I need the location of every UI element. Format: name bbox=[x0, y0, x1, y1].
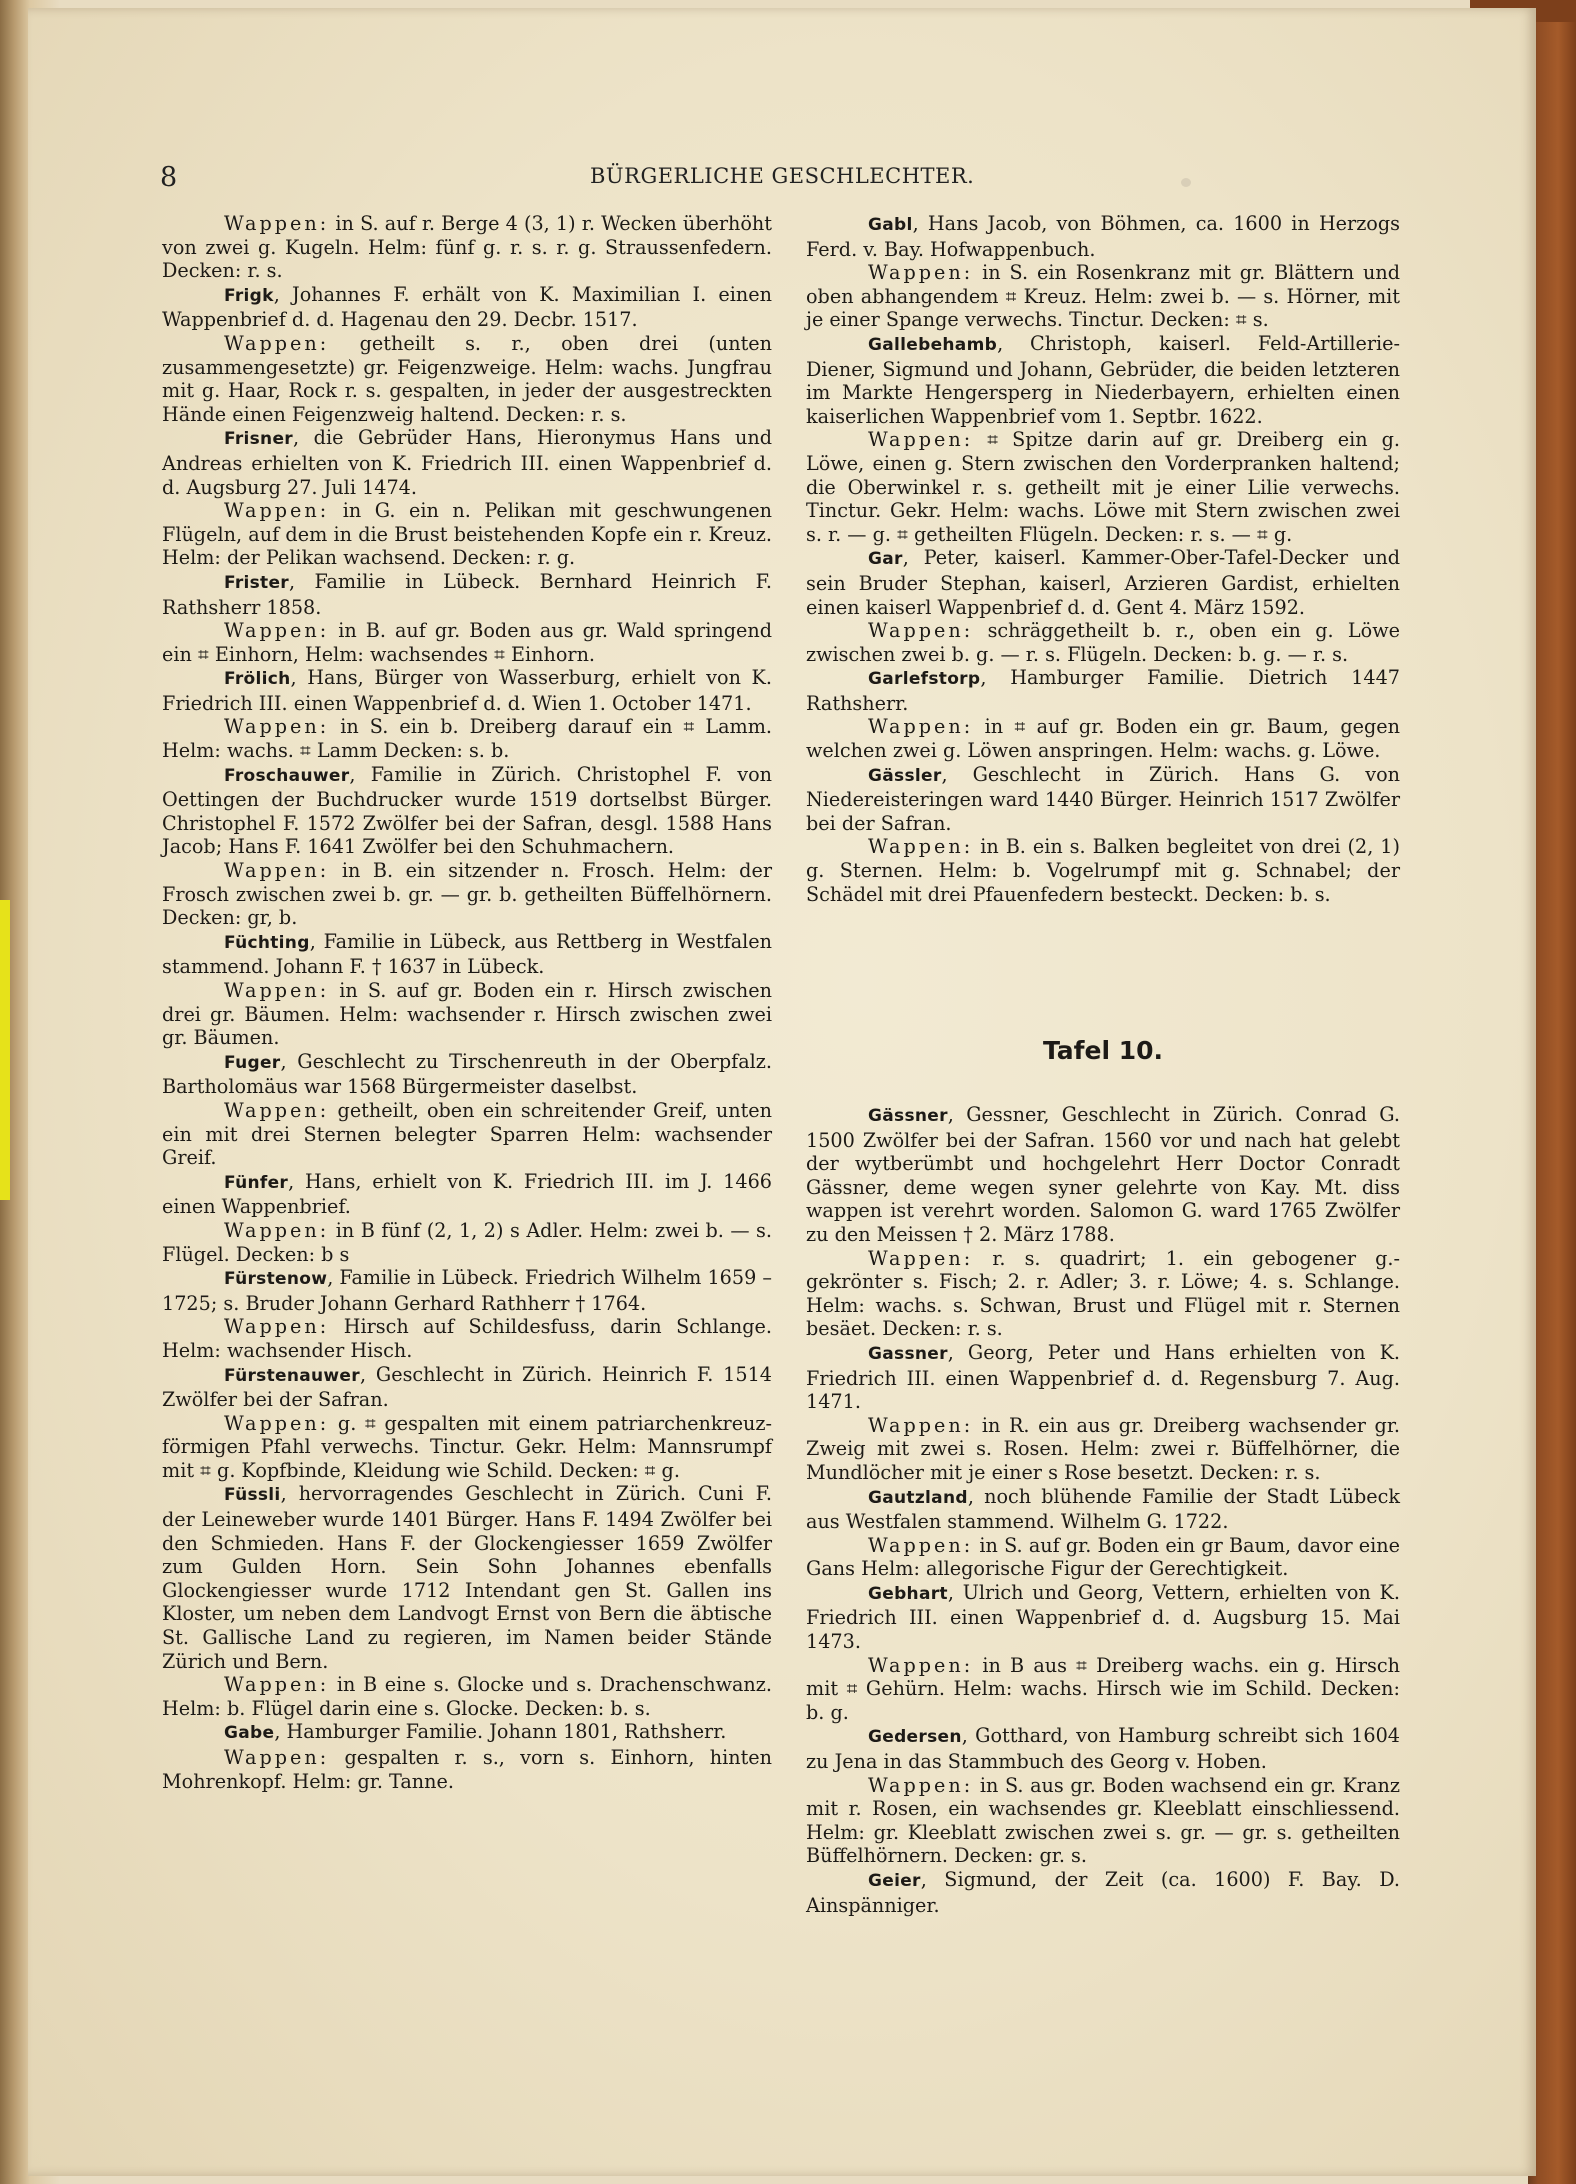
arms-description bbox=[162, 1746, 772, 1793]
arms-description bbox=[806, 428, 1400, 546]
entry-text: getheilt, oben ein schreitender Greif, unten ein mit drei Sternen belegter Sparren Helm: wachsender Greif. bbox=[162, 1098, 772, 1170]
entry-text: in B. ein sitzender n. Frosch. Helm: der Frosch zwischen zwei b. gr. — gr. b. getheilten Büffelhörnern. Decken: gr, b. bbox=[162, 859, 772, 930]
entry-text: , Ulrich und Georg, Vettern, erhielten von K. Friedrich III. einen Wappenbrief d. d. Augsburg 15. Mai 1473. bbox=[806, 1580, 1400, 1654]
family-name: Füchting bbox=[224, 932, 310, 953]
entry-text: r. s. quadrirt; 1. ein gebogener g.-gekrönter s. Fisch; 2. r. Adler; 3. r. Löwe; 4. s. Schlange. Helm: wachs. s. Schwan, Brust und Flügel mit r. Sternen besäet. Decken: r. s. bbox=[806, 1246, 1400, 1341]
arms-description bbox=[162, 212, 772, 283]
family-entry bbox=[806, 1485, 1400, 1534]
arms-label: Wappen: bbox=[224, 331, 330, 355]
right-column-bottom bbox=[806, 1103, 1400, 1917]
family-entry bbox=[806, 332, 1400, 428]
entry-text: , Hans Jacob, von Böhmen, ca. 1600 in Herzogs Ferd. v. Bay. Hofwappenbuch. bbox=[806, 212, 1400, 261]
entry-text: getheilt s. r., oben drei (unten zusammengesetzte) gr. Feigenzweige. Helm: wachs. Jungfrau mit g. Haar, Rock r. s. gespalten, in jeder der ausgestreckten Hände einen Feigenzweig haltend. Decken: r. s. bbox=[162, 331, 772, 426]
entry-text: , Hamburger Familie. Johann 1801, Rathsherr. bbox=[274, 1720, 727, 1744]
arms-label: Wappen: bbox=[868, 715, 974, 739]
arms-label: Wappen: bbox=[224, 859, 330, 883]
arms-label: Wappen: bbox=[224, 1218, 330, 1242]
family-entry bbox=[162, 570, 772, 619]
entry-text: , Hans, Bürger von Wasserburg, erhielt von K. Friedrich III. einen Wappenbrief d. d. Wien 1. October 1471. bbox=[162, 666, 772, 715]
entry-text: , Christoph, kaiserl. Feld-Artillerie-Diener, Sigmund und Johann, Gebrüder, die beiden letzteren im Markte Hengersperg in Niederbayern, erhielten einen kaiserlichen Wappenbrief vom 1. Septbr. 1622. bbox=[806, 331, 1400, 428]
arms-description bbox=[162, 715, 772, 762]
left-column bbox=[162, 212, 772, 1793]
running-head bbox=[0, 160, 1576, 193]
entry-text: in B. auf gr. Boden aus gr. Wald springend ein ⌗ Einhorn, Helm: wachsendes ⌗ Einhorn. bbox=[162, 619, 772, 666]
family-entry bbox=[162, 930, 772, 979]
arms-label: Wappen: bbox=[868, 1773, 974, 1797]
arms-description bbox=[806, 1774, 1400, 1868]
family-name: Geier bbox=[868, 1871, 921, 1891]
arms-description bbox=[162, 859, 772, 930]
family-entry bbox=[806, 1581, 1400, 1654]
family-name: Gabe bbox=[224, 1723, 275, 1744]
family-name: Gautzland bbox=[868, 1487, 968, 1508]
arms-description bbox=[806, 715, 1400, 762]
page-marker-tab bbox=[0, 900, 10, 1200]
arms-description bbox=[162, 1099, 772, 1170]
arms-label: Wappen: bbox=[868, 835, 974, 859]
page-number: 8 bbox=[160, 162, 178, 193]
family-entry bbox=[162, 1482, 772, 1673]
family-entry bbox=[162, 666, 772, 715]
arms-description bbox=[806, 1654, 1400, 1725]
entry-text: Hirsch auf Schildesfuss, darin Schlange. Helm: wachsender Hisch. bbox=[162, 1315, 772, 1362]
arms-label: Wappen: bbox=[224, 715, 330, 739]
entry-text: in ⌗ auf gr. Boden ein gr. Baum, gegen welchen zwei g. Löwen anspringen. Helm: wachs. g. Löwe. bbox=[806, 715, 1400, 763]
arms-description bbox=[162, 979, 772, 1050]
family-name: Fuger bbox=[224, 1052, 281, 1073]
entry-text: in S. ein Rosenkranz mit gr. Blättern und oben abhangendem ⌗ Kreuz. Helm: zwei b. — s. Hörner, mit je einer Spange verwechs. Tinctur. Decken: ⌗ s. bbox=[806, 261, 1400, 332]
family-name: Fünfer bbox=[224, 1172, 289, 1193]
family-name: Frölich bbox=[224, 669, 291, 690]
family-name: Gebhart bbox=[868, 1583, 948, 1604]
entry-text: in B eine s. Glocke und s. Drachenschwanz. Helm: b. Flügel darin eine s. Glocke. Decken: b. s. bbox=[162, 1673, 772, 1720]
arms-label: Wappen: bbox=[868, 619, 974, 643]
arms-label: Wappen: bbox=[224, 1098, 330, 1122]
entry-text: , Familie in Lübeck, aus Rettberg in Westfalen stammend. Johann F. † 1637 in Lübeck. bbox=[162, 929, 772, 979]
family-name: Fürstenow bbox=[224, 1269, 328, 1290]
family-entry bbox=[806, 546, 1400, 619]
arms-description bbox=[806, 1414, 1400, 1485]
entry-text: gespalten r. s., vorn s. Einhorn, hinten Mohrenkopf. Helm: gr. Tanne. bbox=[162, 1746, 772, 1793]
entry-text: , Geschlecht zu Tirschenreuth in der Oberpfalz. Bartholomäus war 1568 Bürgermeister daselbst. bbox=[162, 1049, 772, 1099]
arms-description bbox=[162, 1673, 772, 1720]
arms-description bbox=[162, 1219, 772, 1266]
entry-text: , Sigmund, der Zeit (ca. 1600) F. Bay. D. Ainspänniger. bbox=[806, 1868, 1400, 1917]
arms-label: Wappen: bbox=[868, 261, 974, 285]
entry-text: , hervorragendes Geschlecht in Zürich. Cuni F. der Leineweber wurde 1401 Bürger. Hans F. 1494 Zwölfer bei den Schmieden. Hans F. der Glockengiesser 1659 Zwölfer zum Gulden Horn. Sein Sohn Johannes ebenfalls Glockengiesser wurde 1712 Intendant gen St. Gallen ins Kloster, um neben dem Landvogt Ernst von Bern die äbtische St. Gallische Land zu regieren, im Namen beider Stände Zürich und Bern. bbox=[162, 1482, 772, 1673]
arms-description bbox=[162, 619, 772, 666]
arms-description bbox=[806, 619, 1400, 666]
arms-label: Wappen: bbox=[224, 619, 330, 643]
arms-label: Wappen: bbox=[868, 1653, 974, 1677]
arms-label: Wappen: bbox=[224, 1315, 330, 1339]
entry-text: , Familie in Lübeck. Friedrich Wilhelm 1659 – 1725; s. Bruder Johann Gerhard Rathherr † 1764. bbox=[162, 1266, 772, 1315]
arms-description bbox=[162, 1412, 772, 1483]
arms-label: Wappen: bbox=[868, 428, 974, 452]
page-title: BÜRGERLICHE GESCHLECHTER. bbox=[590, 164, 975, 188]
entry-text: , Peter, kaiserl. Kammer-Ober-Tafel-Decker und sein Bruder Stephan, kaiserl, Arzieren Gardist, erhielten einen kaiserl Wappenbrief d. d. Gent 4. März 1592. bbox=[806, 546, 1400, 619]
arms-label: Wappen: bbox=[868, 1533, 974, 1557]
family-name: Füssli bbox=[224, 1485, 281, 1506]
arms-label: Wappen: bbox=[224, 1411, 330, 1435]
family-name: Frigk bbox=[224, 285, 274, 306]
family-entry bbox=[162, 283, 772, 332]
entry-text: , Familie in Lübeck. Bernhard Heinrich F. Rathsherr 1858. bbox=[162, 569, 772, 619]
arms-description bbox=[162, 332, 772, 426]
arms-description bbox=[162, 1315, 772, 1362]
entry-text: g. ⌗ gespalten mit einem patriarchenkreuz-förmigen Pfahl verwechs. Tinctur. Gekr. Helm: Mannsrumpf mit ⌗ g. Kopfbinde, Kleidung wie Schild. Decken: ⌗ g. bbox=[162, 1411, 772, 1482]
entry-text: ⌗ Spitze darin auf gr. Dreiberg ein g. Löwe, einen g. Stern zwischen den Vorderpranken haltend; die Oberwinkel r. s. getheilt mit je einer Lilie verwechs. Tinctur. Gekr. Helm: wachs. Löwe mit Stern zwischen zwei s. r. — g. ⌗ getheilten Flügeln. Decken: r. s. — ⌗ g. bbox=[806, 428, 1400, 546]
entry-text: in B aus ⌗ Dreiberg wachs. ein g. Hirsch mit ⌗ Gehürn. Helm: wachs. Hirsch wie im Schild. Decken: b. g. bbox=[806, 1653, 1400, 1724]
family-entry bbox=[162, 1266, 772, 1315]
family-entry bbox=[806, 1868, 1400, 1917]
arms-description bbox=[806, 1247, 1400, 1341]
arms-description bbox=[806, 835, 1400, 906]
family-entry bbox=[162, 1720, 772, 1746]
entry-text: , Johannes F. erhält von K. Maximilian I. einen Wappenbrief d. d. Hagenau den 29. Decbr. 1517. bbox=[162, 282, 772, 332]
family-entry bbox=[162, 426, 772, 499]
family-name: Froschauwer bbox=[224, 765, 350, 786]
entry-text: in B. ein s. Balken begleitet von drei (2, 1) g. Sternen. Helm: b. Vogelrumpf mit g. Schnabel; der Schädel mit drei Pfauenfedern besteckt. Decken: b. s. bbox=[806, 835, 1400, 906]
entry-text: schräggetheilt b. r., oben ein g. Löwe zwischen zwei b. g. — r. s. Flügeln. Decken: b. g. — r. s. bbox=[806, 619, 1400, 666]
entry-text: in S. ein b. Dreiberg darauf ein ⌗ Lamm. Helm: wachs. ⌗ Lamm Decken: s. b. bbox=[162, 715, 772, 763]
entry-text: , Gessner, Geschlecht in Zürich. Conrad G. 1500 Zwölfer bei der Safran. 1560 vor und nach hat gelebt der wytberümbt und hochgelehrt Herr Doctor Conradt Gässner, deme wegen syner gelehrte von Kay. Mt. diss wappen ist verehrt worden. Salomon G. ward 1765 Zwölfer zu den Meissen † 2. März 1788. bbox=[806, 1103, 1400, 1246]
family-entry bbox=[806, 1103, 1400, 1247]
entry-text: in S. auf r. Berge 4 (3, 1) r. Wecken überhöht von zwei g. Kugeln. Helm: fünf g. r. s. r. g. Straussenfedern. Decken: r. s. bbox=[162, 212, 772, 283]
entry-text: in S. auf gr. Boden ein r. Hirsch zwischen drei gr. Bäumen. Helm: wachsender r. Hirsch zwischen zwei gr. Bäumen. bbox=[162, 979, 772, 1050]
family-name: Fürstenauwer bbox=[224, 1365, 360, 1386]
entry-text: , Hamburger Familie. Dietrich 1447 Rathsherr. bbox=[806, 666, 1400, 715]
entry-text: in S. auf gr. Boden ein gr Baum, davor eine Gans Helm: allegorische Figur der Gerechtigkeit. bbox=[806, 1533, 1400, 1581]
entry-text: , Georg, Peter und Hans erhielten von K. Friedrich III. einen Wappenbrief d. d. Regensburg 7. Aug. 1471. bbox=[806, 1340, 1400, 1414]
arms-label: Wappen: bbox=[868, 1413, 974, 1437]
family-entry bbox=[806, 1341, 1400, 1414]
family-entry bbox=[806, 1724, 1400, 1773]
family-name: Frisner bbox=[224, 429, 293, 450]
family-entry bbox=[162, 1363, 772, 1412]
arms-label: Wappen: bbox=[224, 1673, 330, 1697]
entry-text: , Hans, erhielt von K. Friedrich III. im J. 1466 einen Wappenbrief. bbox=[162, 1169, 772, 1219]
entry-text: , Geschlecht in Zürich. Hans G. von Niedereisteringen ward 1440 Bürger. Heinrich 1517 Zwölfer bei der Safran. bbox=[806, 762, 1400, 835]
arms-label: Wappen: bbox=[224, 499, 330, 523]
arms-label: Wappen: bbox=[868, 1246, 974, 1270]
entry-text: in R. ein aus gr. Dreiberg wachsender gr. Zweig mit zwei s. Rosen. Helm: zwei r. Büffelhörner, die Mundlöcher mit je einer s Rose besetzt. Decken: r. s. bbox=[806, 1413, 1400, 1484]
entry-text: , Gotthard, von Hamburg schreibt sich 1604 zu Jena in das Stammbuch des Georg v. Hoben. bbox=[806, 1724, 1400, 1774]
family-name: Frister bbox=[224, 572, 289, 593]
arms-label: Wappen: bbox=[224, 979, 330, 1002]
entry-text: , noch blühende Familie der Stadt Lübeck aus Westfalen stammend. Wilhelm G. 1722. bbox=[806, 1484, 1400, 1534]
arms-description bbox=[162, 499, 772, 570]
family-entry bbox=[162, 763, 772, 859]
family-name: Gässler bbox=[868, 765, 942, 786]
family-name: Gässner bbox=[868, 1106, 948, 1126]
family-entry bbox=[162, 1170, 772, 1219]
family-entry bbox=[806, 212, 1400, 261]
entry-text: in G. ein n. Pelikan mit geschwungenen Flügeln, auf dem in die Brust beistehenden Kopfe ein r. Kreuz. Helm: der Pelikan wachsend. Decken: r. g. bbox=[162, 499, 772, 570]
arms-description bbox=[806, 1534, 1400, 1581]
family-name: Gassner bbox=[868, 1343, 948, 1364]
family-entry bbox=[806, 763, 1400, 836]
entry-text: , die Gebrüder Hans, Hieronymus Hans und Andreas erhielten von K. Friedrich III. einen Wappenbrief d. d. Augsburg 27. Juli 1474. bbox=[162, 426, 772, 499]
plate-heading: Tafel 10. bbox=[1042, 1036, 1164, 1065]
right-column-top bbox=[806, 212, 1400, 906]
entry-text: in S. aus gr. Boden wachsend ein gr. Kranz mit r. Rosen, ein wachsendes gr. Kleeblatt einschliessend. Helm: gr. Kleeblatt zwischen zwei s. gr. — gr. s. getheilten Büffelhörnern. Decken: gr. s. bbox=[806, 1773, 1400, 1868]
family-entry bbox=[162, 1050, 772, 1099]
arms-label: Wappen: bbox=[224, 1746, 330, 1769]
family-name: Gedersen bbox=[868, 1727, 962, 1748]
arms-label: Wappen: bbox=[224, 212, 330, 235]
family-entry bbox=[806, 666, 1400, 715]
arms-description bbox=[806, 261, 1400, 332]
entry-text: , Geschlecht in Zürich. Heinrich F. 1514 Zwölfer bei der Safran. bbox=[162, 1362, 772, 1412]
family-name: Gar bbox=[868, 549, 903, 570]
family-name: Garlefstorp bbox=[868, 669, 981, 690]
entry-text: , Familie in Zürich. Christophel F. von Oettingen der Buchdrucker wurde 1519 dortselbst Bürger. Christophel F. 1572 Zwölfer bei der Safran, desgl. 1588 Hans Jacob; Hans F. 1641 Zwölfer bei den Schuhmachern. bbox=[162, 762, 772, 859]
entry-text: in B fünf (2, 1, 2) s Adler. Helm: zwei b. — s. Flügel. Decken: b s bbox=[162, 1218, 772, 1266]
family-name: Gabl bbox=[868, 215, 913, 235]
family-name: Gallebehamb bbox=[868, 334, 998, 355]
